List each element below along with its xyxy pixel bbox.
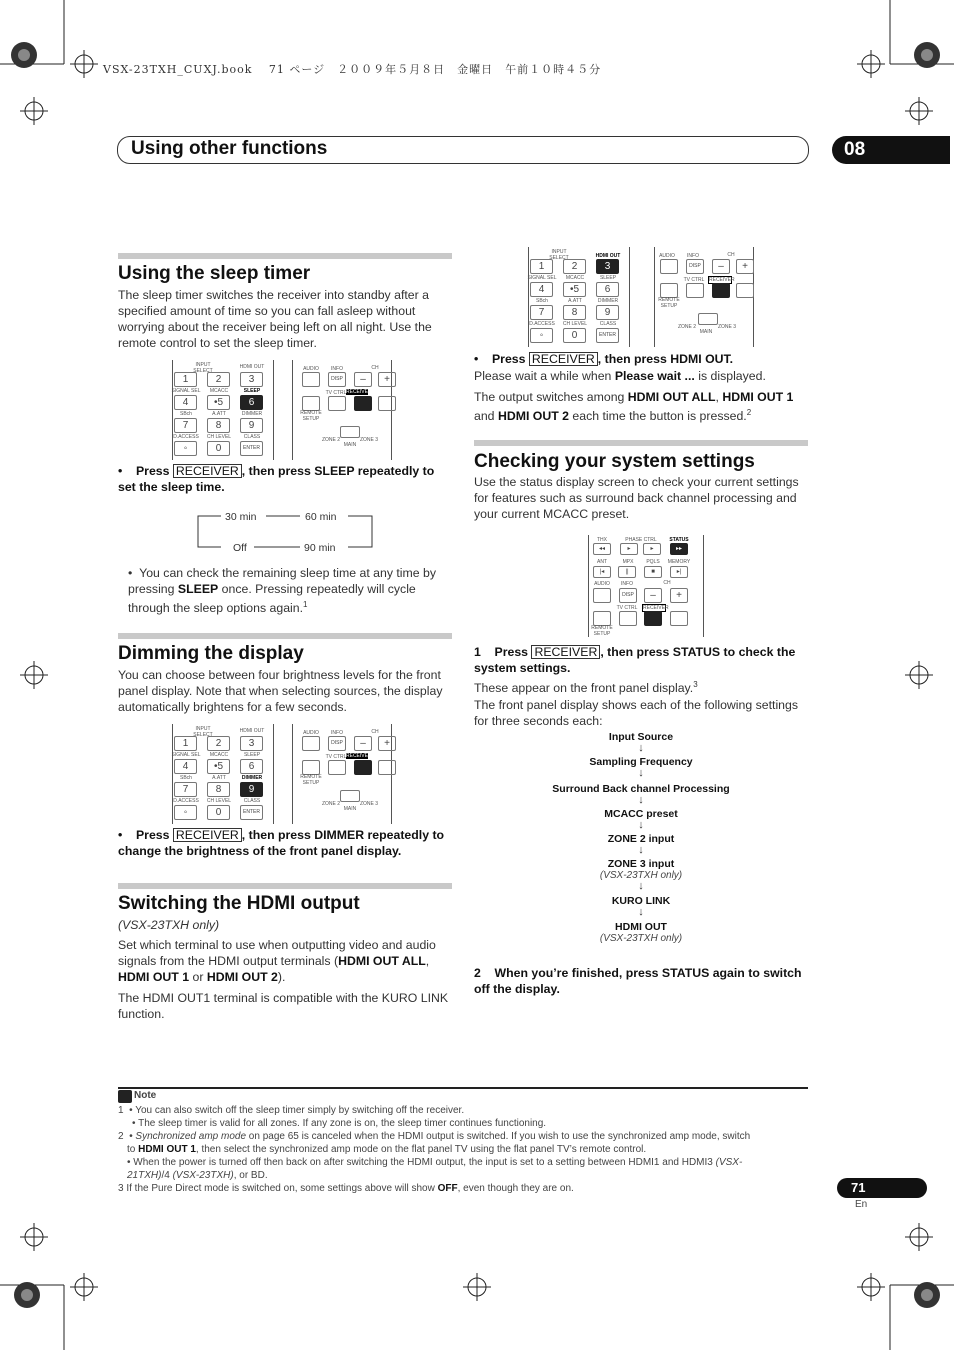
label-sleep: SLEEP: [243, 388, 261, 394]
label-audio: AUDIO: [303, 366, 319, 372]
key-pause[interactable]: ▸: [643, 543, 661, 555]
key-audio[interactable]: [593, 588, 611, 603]
label-ch: CH: [727, 252, 735, 258]
label-receiver: RECEIVER: [346, 753, 372, 759]
note-2b2-post: , or BD.: [233, 1170, 268, 1181]
key-ch-minus[interactable]: –: [644, 588, 662, 603]
step1-pre: Press: [494, 645, 529, 659]
out-post: each time the button is pressed.: [569, 409, 747, 424]
label-a-att: A.ATT: [568, 298, 582, 304]
sleep-tip: • You can check the remaining sleep time at any time by pressing SLEEP once. Pressing repeatedly will cycle through the sleep options again.$^1$: [128, 566, 437, 616]
note-1-number: 1: [118, 1105, 124, 1116]
remote-illustration-sleep: [168, 360, 398, 460]
key-5[interactable]: •5: [207, 395, 230, 410]
label-sleep: SLEEP: [243, 752, 261, 758]
cycle-90: 90 min: [304, 542, 336, 554]
note-3-pre: If the Pure Direct mode is switched on, some settings above will show: [126, 1183, 438, 1194]
flow-zone3-note: (VSX-23TXH only): [599, 870, 683, 881]
label-class: CLASS: [599, 321, 617, 327]
step2-number: 2: [474, 966, 481, 980]
label-audio: AUDIO: [303, 730, 319, 736]
appear-text: These appear on the front panel display.: [474, 681, 694, 696]
note-2b2-italic: 21TXH): [127, 1170, 162, 1181]
label-info: INFO: [331, 366, 343, 372]
label-mpx: MPX: [622, 559, 634, 565]
receiver-key: RECEIVER: [529, 352, 598, 366]
key-play[interactable]: ▸: [620, 543, 638, 555]
label-main: MAIN: [343, 806, 357, 812]
flow-arrow: ↓: [638, 844, 644, 856]
key-7[interactable]: 7: [174, 782, 197, 797]
label-mcacc: MCACC: [209, 388, 229, 394]
key-0[interactable]: 0: [563, 328, 586, 343]
key-0[interactable]: 0: [207, 441, 230, 456]
chapter-badge: 08: [832, 136, 950, 164]
label-zone2: ZONE 2: [321, 801, 341, 807]
step1-post: , then press STATUS to check the system settings.: [474, 645, 796, 675]
key-audio[interactable]: [660, 259, 678, 274]
hdmi-sep2: or: [189, 970, 207, 984]
hdmi-body1-post: ).: [277, 970, 286, 984]
step1-number: 1: [474, 645, 481, 659]
flow-arrow: ↓: [638, 819, 644, 831]
key-9[interactable]: 9: [240, 418, 263, 433]
out-pre: The output switches among: [474, 390, 628, 404]
note-2a: [118, 1130, 808, 1143]
label-mcacc: MCACC: [209, 752, 229, 758]
key-light[interactable]: [378, 396, 396, 411]
hdmi-body2: The HDMI OUT1 terminal is compatible with the KURO LINK function.: [118, 991, 449, 1021]
note-1b: • The sleep timer is valid for all zones. If any zone is on, the sleep timer continues functioning.: [132, 1118, 547, 1129]
key-3[interactable]: 3: [240, 372, 263, 387]
hdmi-sep1: ,: [425, 954, 430, 968]
key-receiver[interactable]: [354, 760, 372, 775]
receiver-key: RECEIVER: [173, 828, 242, 842]
key-6[interactable]: 6: [596, 282, 619, 297]
zone-switch[interactable]: [698, 313, 718, 325]
key-7[interactable]: 7: [174, 418, 197, 433]
label-class: CLASS: [243, 434, 261, 440]
flow-zone2: ZONE 2 input: [607, 833, 675, 845]
flow-input-source: Input Source: [608, 731, 674, 743]
checking-appear: [474, 677, 698, 696]
note-2b-cont: [118, 1169, 808, 1182]
key-stop[interactable]: ■: [644, 566, 662, 578]
label-hdmi-out: HDMI OUT: [239, 728, 265, 734]
label-input-select: INPUT SELECT: [193, 362, 213, 374]
section-divider: [474, 440, 808, 446]
hdmi-opt-1: HDMI OUT 1: [118, 970, 190, 984]
label-ch-level: CH LEVEL: [206, 434, 232, 440]
key-1[interactable]: 1: [174, 736, 197, 751]
label-pqls: PQLS: [646, 559, 660, 565]
label-ch: CH: [663, 580, 671, 586]
label-remote-setup: REMOTE SETUP: [300, 774, 322, 786]
label-zone3: ZONE 3: [717, 324, 737, 330]
label-info: INFO: [687, 253, 699, 259]
key-0[interactable]: 0: [207, 805, 230, 820]
key-dot[interactable]: ◦: [174, 441, 197, 456]
section-divider: [118, 253, 452, 259]
key-tv-ctrl[interactable]: [619, 611, 637, 626]
wait-pre: Please wait a while when: [474, 369, 615, 383]
hdmi-body1: [118, 937, 454, 985]
label-zone3: ZONE 3: [359, 801, 379, 807]
checking-title: Checking your system settings: [474, 451, 755, 472]
note-1a: [118, 1104, 808, 1117]
label-receiver: RECEIVER: [643, 605, 669, 611]
cycle-60: 60 min: [305, 511, 337, 523]
label-d-access: D.ACCESS: [529, 321, 555, 327]
label-sbch: SBch: [180, 411, 192, 417]
label-signal-sel: SIGNAL SEL: [527, 275, 557, 281]
label-hdmi-out: HDMI OUT: [595, 253, 621, 259]
out-note-ref: 2: [746, 408, 752, 417]
key-8[interactable]: 8: [207, 782, 230, 797]
hdmi-step-pre: Press: [491, 352, 526, 366]
note-2a-text: on page 65 is canceled when the HDMI output is switched. If you wish to use the synchronized amp mode, switch: [246, 1131, 751, 1142]
key-remote-setup[interactable]: [593, 611, 611, 626]
tip-key: SLEEP: [177, 582, 219, 596]
label-thx: THX: [597, 537, 607, 543]
key-9[interactable]: 9: [596, 305, 619, 320]
page-title: Using other functions: [131, 138, 328, 159]
label-sbch: SBch: [180, 775, 192, 781]
key-audio[interactable]: [302, 372, 320, 387]
label-signal-sel: SIGNAL SEL: [171, 388, 201, 394]
key-3-hdmi-out[interactable]: 3: [596, 259, 619, 274]
label-mcacc: MCACC: [565, 275, 585, 281]
label-sleep: SLEEP: [599, 275, 617, 281]
key-light[interactable]: [378, 760, 396, 775]
out-1: HDMI OUT 1: [722, 390, 794, 404]
key-dot[interactable]: ◦: [174, 805, 197, 820]
key-receiver[interactable]: [354, 396, 372, 411]
key-ch-plus[interactable]: +: [378, 372, 396, 387]
key-2[interactable]: 2: [207, 736, 230, 751]
key-enter[interactable]: ENTER: [596, 328, 619, 343]
label-ch: CH: [371, 365, 379, 371]
flow-hdmi-note: (VSX-23TXH only): [599, 933, 683, 944]
key-3[interactable]: 3: [240, 736, 263, 751]
remote-illustration-hdmi: [524, 247, 764, 347]
sleep-step-pre: Press: [135, 464, 170, 478]
wait-message: Please wait ...: [614, 369, 695, 383]
label-ant: ANT: [597, 559, 607, 565]
note-1a-text: • You can also switch off the sleep timer simply by switching off the receiver.: [129, 1105, 465, 1116]
key-tv-ctrl[interactable]: [328, 396, 346, 411]
flow-arrow: ↓: [638, 794, 644, 806]
checking-body: Use the status display screen to check your current settings for features such as surround back channel processing and your current MCACC preset.: [474, 475, 799, 521]
note-2b-text: • When the power is turned off then back on after switching the HDMI output, the input is set to a setting between HDMI1 and HDMI3: [127, 1157, 716, 1168]
flow-mcacc: MCACC preset: [604, 808, 678, 820]
remote-illustration-status: [588, 535, 708, 637]
hdmi-wait: [474, 368, 810, 384]
step2-text: When you’re finished, press STATUS again to switch off the display.: [474, 966, 802, 996]
label-tv-ctrl: TV CTRL: [325, 390, 347, 396]
note-2b: [118, 1156, 808, 1169]
key-1[interactable]: 1: [174, 372, 197, 387]
hdmi-body1-pre: Set which terminal to use when outputting video and audio signals from the HDMI output terminals (: [118, 938, 436, 968]
flow-zone3: ZONE 3 input: [607, 858, 675, 870]
label-tv-ctrl: TV CTRL: [683, 277, 705, 283]
hdmi-step-post: , then press HDMI OUT.: [597, 352, 734, 366]
key-disp[interactable]: DISP: [686, 259, 704, 274]
key-6[interactable]: 6: [240, 759, 263, 774]
cycle-30: 30 min: [225, 511, 257, 523]
sleep-step: • Press RECEIVER , then press SLEEP repeatedly to set the sleep time.: [118, 464, 435, 494]
key-receiver[interactable]: [712, 283, 730, 298]
hdmi-opt-all: HDMI OUT ALL: [338, 954, 426, 968]
tip-pre: You can check the remaining sleep time at any time by pressing: [128, 566, 437, 596]
label-receiver: RECEIVER: [709, 277, 735, 283]
dimming-step: • Press RECEIVER , then press DIMMER repeatedly to change the brightness of the front panel display.: [118, 828, 445, 858]
label-zone2: ZONE 2: [677, 324, 697, 330]
key-enter[interactable]: ENTER: [240, 441, 263, 456]
label-input-select: INPUT SELECT: [549, 249, 569, 261]
hdmi-step: • Press RECEIVER , then press HDMI OUT.: [474, 352, 734, 366]
label-tv-ctrl: TV CTRL: [325, 754, 347, 760]
flow-arrow: ↓: [638, 742, 644, 754]
dimming-body: You can choose between four brightness levels for the front panel display. Note that when selecting sources, the display automatically brightens for a few seconds.: [118, 668, 443, 714]
flow-arrow: ↓: [638, 767, 644, 779]
key-remote-setup[interactable]: [302, 760, 320, 775]
flow-arrow: ↓: [638, 880, 644, 892]
section-divider: [118, 633, 452, 639]
label-signal-sel: SIGNAL SEL: [171, 752, 201, 758]
label-a-att: A.ATT: [212, 411, 226, 417]
label-ch: CH: [371, 729, 379, 735]
page-lang: En: [855, 1199, 868, 1210]
wait-post: is displayed.: [694, 369, 766, 383]
label-a-att: A.ATT: [212, 775, 226, 781]
notes-title: Note: [134, 1090, 157, 1101]
key-1[interactable]: 1: [530, 259, 553, 274]
out-and: and: [474, 409, 498, 424]
sleep-title: Using the sleep timer: [118, 263, 311, 284]
receiver-key: RECEIVER: [173, 464, 242, 478]
label-remote-setup: REMOTE SETUP: [591, 625, 613, 637]
cycle-off: Off: [233, 542, 247, 554]
label-zone2: ZONE 2: [321, 437, 341, 443]
label-dimmer: DIMMER: [597, 298, 619, 304]
label-input-select: INPUT SELECT: [193, 726, 213, 738]
label-sbch: SBch: [536, 298, 548, 304]
key-6-sleep[interactable]: 6: [240, 395, 263, 410]
key-7[interactable]: 7: [530, 305, 553, 320]
dimming-step-pre: Press: [135, 828, 170, 842]
note-2a-italic: • Synchronized amp mode: [129, 1131, 247, 1142]
key-4[interactable]: 4: [174, 759, 197, 774]
section-divider: [118, 883, 452, 889]
note-3-post: , even though they are on.: [457, 1183, 574, 1194]
zone-switch[interactable]: [340, 426, 360, 438]
label-phase-ctrl: PHASE CTRL: [625, 537, 657, 543]
checking-shows: The front panel display shows each of the following settings for three seconds each:: [474, 698, 799, 728]
out-comma: ,: [715, 390, 723, 404]
note-2a-cont: [118, 1143, 808, 1156]
note-2a2-post: , then select the synchronized amp mode on the flat panel TV using the flat panel TV’s remote control.: [195, 1144, 647, 1155]
note-2b2-italic2: (VSX-23TXH): [172, 1170, 234, 1181]
key-enter[interactable]: ENTER: [240, 805, 263, 820]
key-4[interactable]: 4: [174, 395, 197, 410]
flow-hdmi-out: HDMI OUT: [615, 921, 667, 933]
zone-switch[interactable]: [340, 790, 360, 802]
key-ch-plus[interactable]: +: [736, 259, 754, 274]
label-tv-ctrl: TV CTRL: [616, 605, 638, 611]
label-zone3: ZONE 3: [359, 437, 379, 443]
key-tv-ctrl[interactable]: [686, 283, 704, 298]
key-ch-minus[interactable]: –: [354, 372, 372, 387]
receiver-key: RECEIVER: [531, 645, 600, 659]
sleep-cycle-diagram: [196, 508, 376, 556]
key-ch-minus[interactable]: –: [354, 736, 372, 751]
key-remote-setup[interactable]: [660, 283, 678, 298]
label-dimmer: DIMMER: [241, 775, 263, 781]
label-audio: AUDIO: [594, 581, 610, 587]
label-d-access: D.ACCESS: [173, 434, 199, 440]
label-ch-level: CH LEVEL: [206, 798, 232, 804]
label-remote-setup: REMOTE SETUP: [300, 410, 322, 422]
label-info: INFO: [621, 581, 633, 587]
key-5[interactable]: •5: [563, 282, 586, 297]
note-2a2-bold: HDMI OUT 1: [138, 1144, 196, 1155]
file-header: VSX-23TXH_CUXJ.book 71 ページ ２００９年５月８日 金曜日 午前１０時４５分: [103, 63, 602, 76]
label-audio: AUDIO: [659, 253, 675, 259]
key-prev[interactable]: |◂: [593, 566, 611, 578]
key-8[interactable]: 8: [563, 305, 586, 320]
key-disp[interactable]: DISP: [619, 588, 637, 603]
sleep-body: The sleep timer switches the receiver into standby after a specified amount of time so you can fall asleep without worrying about the receiver being left on all night. Use the remote control to set the sleep timer.: [118, 288, 432, 350]
page-number: 71: [837, 1178, 927, 1198]
key-9-dimmer[interactable]: 9: [240, 782, 263, 797]
label-main: MAIN: [699, 329, 713, 335]
flow-kuro-link: KURO LINK: [611, 895, 671, 907]
label-class: CLASS: [243, 798, 261, 804]
key-next[interactable]: ▸|: [670, 566, 688, 578]
notes-body: [118, 1104, 808, 1195]
key-disp[interactable]: DISP: [328, 372, 346, 387]
label-main: MAIN: [343, 442, 357, 448]
appear-note-ref: 3: [693, 680, 698, 689]
note-3: [118, 1182, 808, 1195]
remote-illustration-dimmer: [168, 724, 398, 824]
label-memory: MEMORY: [667, 559, 691, 565]
sleep-step-post: , then press SLEEP repeatedly to set the sleep time.: [118, 464, 435, 494]
key-tv-ctrl[interactable]: [328, 760, 346, 775]
label-status: STATUS: [669, 537, 689, 543]
key-8[interactable]: 8: [207, 418, 230, 433]
key-disp[interactable]: DISP: [328, 736, 346, 751]
flow-sampling: Sampling Frequency: [589, 756, 693, 768]
key-pause2[interactable]: ||: [618, 566, 636, 578]
label-remote-setup: REMOTE SETUP: [658, 297, 680, 309]
key-4[interactable]: 4: [530, 282, 553, 297]
key-dot[interactable]: ◦: [530, 328, 553, 343]
checking-step1: [474, 644, 810, 676]
hdmi-title: Switching the HDMI output: [118, 893, 360, 914]
label-ch-level: CH LEVEL: [562, 321, 588, 327]
key-receiver[interactable]: [644, 611, 662, 626]
flow-surround-back: Surround Back channel Processing: [552, 783, 730, 795]
note-icon: [118, 1090, 132, 1103]
key-ch-plus[interactable]: +: [378, 736, 396, 751]
out-2: HDMI OUT 2: [497, 409, 569, 424]
tip-note-ref: 1: [303, 600, 308, 609]
out-all: HDMI OUT ALL: [627, 390, 716, 404]
key-status[interactable]: ▸▸: [670, 543, 688, 555]
key-light[interactable]: [670, 611, 688, 626]
key-2[interactable]: 2: [207, 372, 230, 387]
label-receiver: RECEIVER: [346, 389, 372, 395]
label-hdmi-out: HDMI OUT: [239, 364, 265, 370]
key-light[interactable]: [736, 283, 754, 298]
hdmi-opt-2: HDMI OUT 2: [206, 970, 278, 984]
key-remote-setup[interactable]: [302, 396, 320, 411]
note-3-bold: OFF: [437, 1183, 458, 1194]
label-dimmer: DIMMER: [241, 411, 263, 417]
note-2a2-pre: to: [127, 1144, 139, 1155]
tip-post: once. Pressing repeatedly will cycle through the sleep options again.: [128, 582, 416, 616]
label-info: INFO: [331, 730, 343, 736]
key-ch-minus[interactable]: –: [712, 259, 730, 274]
hdmi-model-note: (VSX-23TXH only): [118, 918, 220, 932]
note-2b2-text: /4: [161, 1170, 173, 1181]
hdmi-output-cycle: [474, 389, 814, 424]
dimming-step-post: , then press DIMMER repeatedly to change the brightness of the front panel display.: [118, 828, 445, 858]
status-flow: [521, 731, 761, 944]
note-3-number: 3: [118, 1183, 124, 1194]
label-d-access: D.ACCESS: [173, 798, 199, 804]
note-2b-italic: (VSX-: [715, 1157, 743, 1168]
checking-step2: [474, 965, 810, 997]
key-5[interactable]: •5: [207, 759, 230, 774]
key-audio[interactable]: [302, 736, 320, 751]
dimming-title: Dimming the display: [118, 643, 304, 664]
flow-arrow: ↓: [638, 906, 644, 918]
key-ch-plus[interactable]: +: [670, 588, 688, 603]
notes-rule: [118, 1087, 808, 1089]
note-2-number: 2: [118, 1131, 124, 1142]
key-2[interactable]: 2: [563, 259, 586, 274]
key-rewind[interactable]: ◂◂: [593, 543, 611, 555]
